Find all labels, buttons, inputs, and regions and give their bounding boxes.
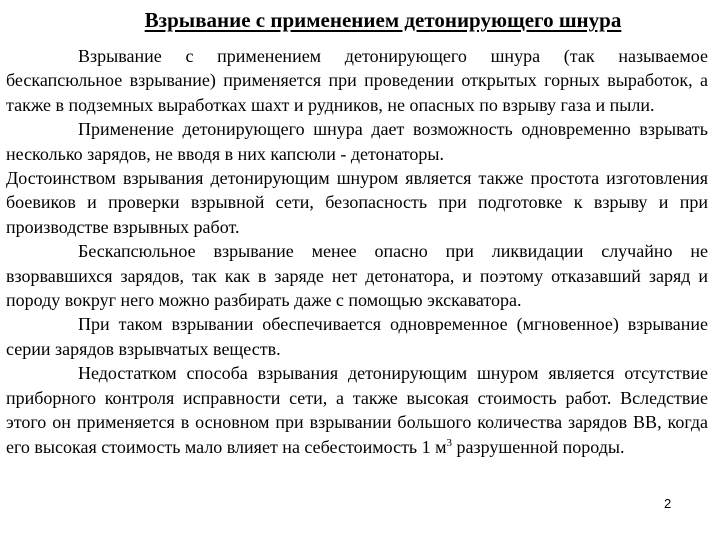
paragraph: Достоинством взрывания детонирующим шнуром является также простота изготовления боевиков и проверки взрывной сети, безопасность при подготовке к взрыву и при производстве взрывных работ.	[6, 168, 708, 237]
paragraph-tail: разрушенной породы.	[452, 436, 625, 457]
paragraph-text: Недостатком способа взрывания детонирующим шнуром является отсутствие приборного контроля исправности сети, а также высокая стоимость работ. Вследствие этого он применяется в основном при взрывании большого количества зарядов ВВ, когда его высокая стоимость мало влияет на себестоимость 1 м	[6, 363, 708, 457]
paragraph: Бескапсюльное взрывание менее опасно при ликвидации случайно не взорвавшихся зарядов, так как в заряде нет детонатора, и поэтому отказавший заряд и породу вокруг него можно разбирать даже с помощью экскаватора.	[6, 241, 708, 311]
slide-body	[6, 44, 708, 459]
slide-title: Взрывание с применением детонирующего шнура	[144, 8, 622, 32]
paragraph: Взрывание с применением детонирующего шнура (так называемое бескапсюльное взрывание) применяется при проведении открытых горных выработок, а также в подземных выработках шахт и рудников, не опасных по взрыву газа и пыли.	[6, 46, 708, 115]
unit-superscript: 3	[446, 436, 453, 449]
paragraph-last	[6, 361, 708, 459]
paragraph: Применение детонирующего шнура дает возможность одновременно взрывать несколько зарядов, не вводя в них капсюли - детонаторы.	[6, 119, 708, 164]
paragraph: При таком взрывании обеспечивается одновременное (мгновенное) взрывание серии зарядов взрывчатых веществ.	[6, 314, 708, 359]
page-number: 2	[664, 496, 672, 511]
